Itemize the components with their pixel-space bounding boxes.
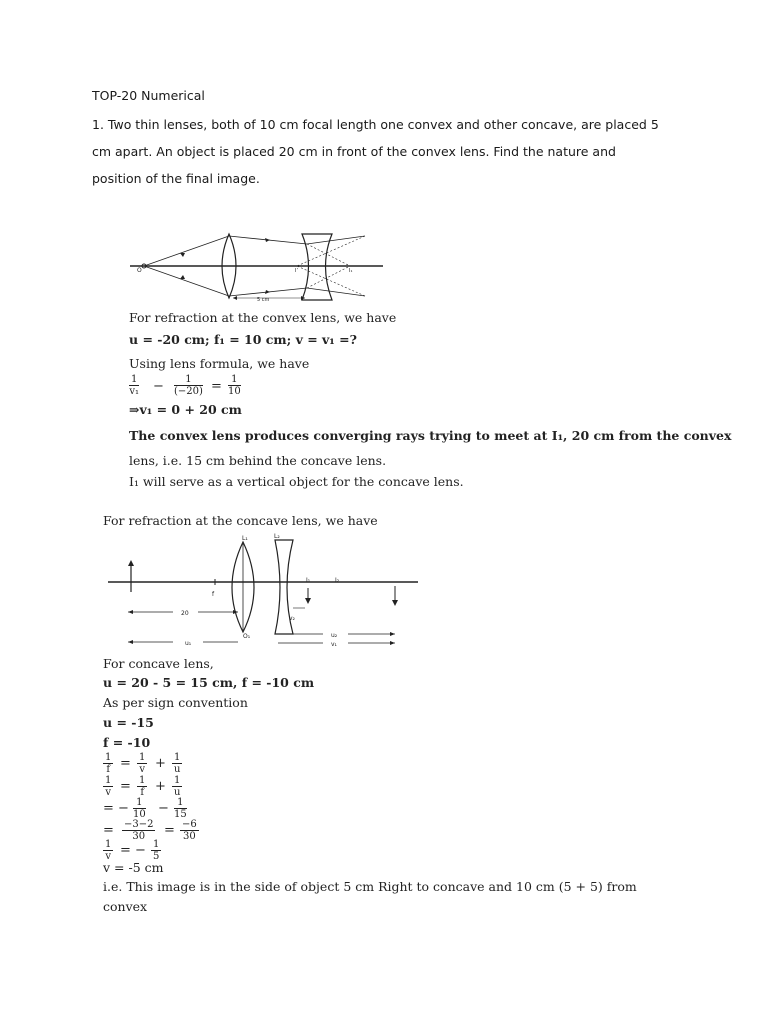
focus-label: f (212, 591, 215, 598)
convex-heading: For refraction at the convex lens, we have (129, 310, 397, 325)
operator: = (120, 779, 131, 794)
concave-values: u = 20 - 5 = 15 cm, f = -10 cm (103, 675, 315, 690)
fraction: $\frac{1}{u}$ (173, 775, 181, 798)
u1-label: u₁ (185, 640, 192, 647)
fraction: $\frac{1}{v}$ (139, 752, 146, 775)
convex-result: ⇒v₁ = 0 + 20 cm (129, 402, 242, 417)
operator: = (103, 823, 114, 838)
distance-20: 20 (181, 610, 189, 617)
fraction: $\frac{1}{(-20)}$ (174, 374, 203, 397)
sign-convention: As per sign convention (103, 695, 248, 710)
i2-label: I₂ (335, 577, 340, 584)
operator: = (211, 379, 222, 394)
fraction: $\frac{1}{\text{v₁}}$ (129, 374, 140, 397)
operator: + (155, 756, 166, 771)
i1-label: I₁ (306, 577, 311, 584)
operator: = (120, 756, 131, 771)
conclusion-line-2: lens, i.e. 15 cm behind the concave lens. (129, 453, 387, 468)
fraction: $\frac{1}{u}$ (173, 752, 181, 775)
ray-diagram-1 (125, 226, 390, 306)
concave-heading: For refraction at the concave lens, we have (103, 513, 378, 528)
operator: + (155, 779, 166, 794)
operator: = (164, 823, 175, 838)
o1-label: O₁ (243, 633, 251, 640)
u-value: u = -15 (103, 715, 154, 730)
question-line-3: position of the final image. (92, 171, 260, 186)
v2-label: v₂ (289, 615, 295, 622)
l1-label: L₁ (242, 535, 248, 542)
i1-label: I₁ (349, 268, 353, 274)
question-line-2: cm apart. An object is placed 20 cm in front of the convex lens. Find the nature and (92, 144, 616, 159)
final-line-1: i.e. This image is in the side of object 5 cm Right to concave and 10 cm (5 + 5) from (103, 879, 637, 894)
f-value: f = -10 (103, 735, 151, 750)
operator: = − (120, 843, 146, 858)
fraction: $\frac{1}{5}$ (153, 839, 160, 862)
operator: − (153, 379, 164, 394)
fraction: $\frac{1}{10}$ (133, 797, 146, 820)
final-line-2: convex (103, 899, 148, 914)
operator: = − (103, 801, 129, 816)
operator: − (158, 801, 169, 816)
u2-label: u₂ (331, 632, 338, 639)
v-result: v = -5 cm (103, 860, 164, 875)
separation-label: 5 cm (257, 297, 270, 303)
convex-given: u = -20 cm; f₁ = 10 cm; v = v₁ =? (129, 332, 357, 347)
question-line-1: 1. Two thin lenses, both of 10 cm focal length one convex and other concave, are placed 5 (92, 117, 659, 132)
concave-title: For concave lens, (103, 656, 214, 671)
conclusion-line-3: I₁ will serve as a vertical object for the concave lens. (129, 474, 464, 489)
fraction: $\frac{1}{10}$ (228, 374, 241, 397)
formula-intro: Using lens formula, we have (129, 356, 310, 371)
fraction: $\frac{1}{f}$ (139, 775, 146, 798)
fraction: $\frac{-6}{30}$ (182, 819, 197, 842)
fraction: $\frac{1}{15}$ (174, 797, 187, 820)
fraction: $\frac{1}{v}$ (105, 839, 112, 862)
fraction: $\frac{-3-2}{30}$ (124, 819, 154, 842)
doc-title: TOP-20 Numerical (92, 88, 205, 103)
ray-diagram-2 (103, 530, 423, 652)
fraction: $\frac{1}{f}$ (105, 752, 112, 775)
fraction: $\frac{1}{v}$ (105, 775, 112, 798)
conclusion-line-1: The convex lens produces converging rays trying to meet at I₁, 20 cm from the convex (129, 428, 732, 443)
l2-label: L₂ (274, 533, 280, 540)
image-label: I’ (295, 268, 299, 274)
object-label: O (137, 267, 142, 274)
v1-label: v₁ (331, 641, 337, 648)
